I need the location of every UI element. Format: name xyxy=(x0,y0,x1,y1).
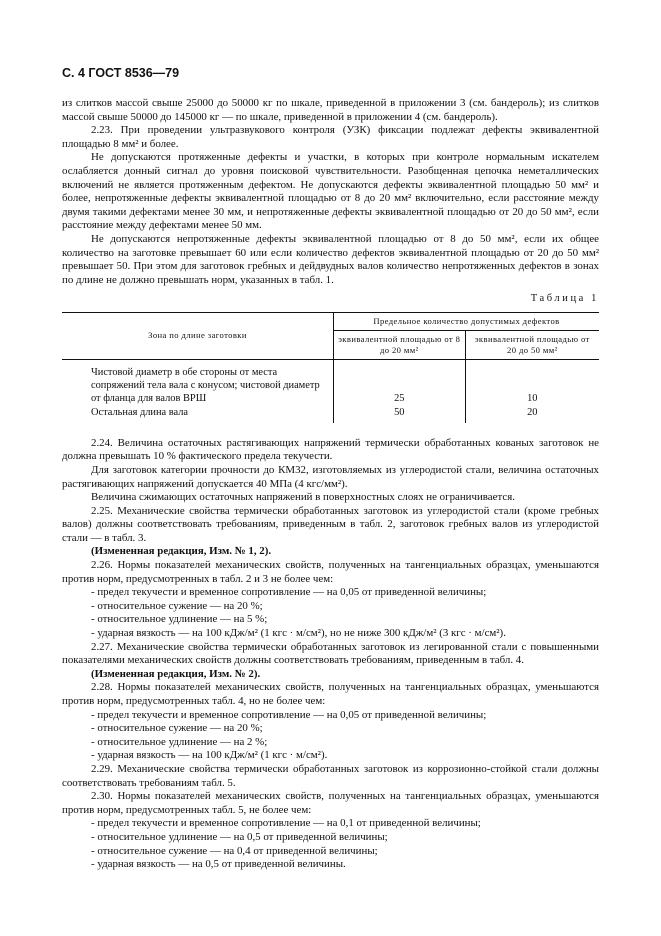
table-row xyxy=(62,359,599,405)
list-item: - относительное удлинение — на 5 %; xyxy=(91,613,268,626)
table-cell-zone: Чистовой диаметр в обе стороны от места сопряжений тела вала с конусом; чистовой диаметр от фланца для валов ВРШ xyxy=(91,366,320,405)
paragraph-2-30: 2.30. Нормы показателей механических свойств, полученных на тангенциальных образцах, уменьшаются против норм, предусмотренных табл. 5, не более чем: xyxy=(62,790,599,816)
table-header-col-b: эквивалентной площадью от 20 до 50 мм² xyxy=(465,330,599,359)
document-body xyxy=(62,97,599,872)
table-cell-a: 25 xyxy=(334,359,466,405)
table-cell-zone: Остальная длина вала xyxy=(91,406,189,418)
paragraph: Не допускаются протяженные дефекты и участки, в которых при контроле нормальным искателем ослабляется донный сигнал до уровня поисковой чувствительности. Разобщенная цепочка неметаллических включений не является протяженным дефектом. Не допускаются дефекты эквивалентной площадью 50 мм² и более, непротяженные дефекты эквивалентной площадью от 8 до 20 мм² включительно, если расстояние между двумя такими дефектами менее 30 мм, и непротяженные дефекты эквивалентной площадью от 20 до 50 мм², если расстояние между дефектами менее 50 мм. xyxy=(62,151,599,232)
table-1 xyxy=(62,312,599,423)
list-item: - относительное удлинение — на 2 %; xyxy=(91,735,268,748)
list-item: - относительное удлинение — на 0,5 от приведенной величины; xyxy=(91,830,388,843)
table-row xyxy=(62,406,599,423)
list-item: - ударная вязкость — на 0,5 от приведенной величины. xyxy=(91,858,346,871)
paragraph: Величина сжимающих остаточных напряжений в поверхностных слоях не ограничивается. xyxy=(91,491,515,504)
paragraph: Не допускаются непротяженные дефекты эквивалентной площадью от 8 до 50 мм², если их общее количество на заготовке превышает 60 или если количество дефектов эквивалентной площадью от 20 до 50 мм² превышает 50. При этом для заготовок гребных и дейдвудных валов количество непротяженных дефектов в зонах по длине не должно превышать норм, указанных в табл. 1. xyxy=(62,232,599,286)
table-1-caption: Таблица 1 xyxy=(530,293,599,305)
paragraph-2-28: 2.28. Нормы показателей механических свойств, полученных на тангенциальных образцах, уменьшаются против норм, предусмотренных табл. 4, но не более чем: xyxy=(62,681,599,707)
list-item: - относительное сужение — на 20 %; xyxy=(91,722,263,735)
table-cell-b: 20 xyxy=(527,406,538,418)
list-item: - ударная вязкость — на 100 кДж/м² (1 кгс · м/см²). xyxy=(91,749,328,762)
list-item: - ударная вязкость — на 100 кДж/м² (1 кгс · м/см²), но не ниже 300 кДж/м² (3 кгс · м/см²). xyxy=(91,627,506,640)
paragraph: из слитков массой свыше 25000 до 50000 кг по шкале, приведенной в приложении 3 (см. бандероль); из слитков массой свыше 50000 до 145000 кг — по шкале, приведенной в приложении 4 (см. бандероль). xyxy=(62,97,599,123)
paragraph-2-29: 2.29. Механические свойства термически обработанных заготовок из коррозионно-стойкой стали должны соответствовать требованиям табл. 5. xyxy=(62,762,599,789)
list-item: - относительное сужение — на 20 %; xyxy=(91,599,263,612)
list-item: - предел текучести и временное сопротивление — на 0,05 от приведенной величины; xyxy=(91,708,487,721)
paragraph-2-25: 2.25. Механические свойства термически обработанных заготовок из углеродистой стали (кроме гребных валов) должны соответствовать требованиям, приведенным в табл. 2, заготовок гребных валов из углеродистой стали — в табл. 3. xyxy=(62,504,599,544)
paragraph-2-24: 2.24. Величина остаточных растягивающих напряжений термически обработанных кованых заготовок не должна превышать 10 % фактического предела текучести. xyxy=(62,436,599,463)
table-cell-b: 10 xyxy=(527,393,538,405)
list-item: - предел текучести и временное сопротивление — на 0,05 от приведенной величины; xyxy=(91,586,487,599)
list-item: - предел текучести и временное сопротивление — на 0,1 от приведенной величины; xyxy=(91,817,481,830)
paragraph-2-27: 2.27. Механические свойства термически обработанных заготовок из легированной стали с повышенными показателями механических свойств должны соответствовать требованиям, приведенным в табл. 4. xyxy=(62,640,599,667)
table-header-group: Предельное количество допустимых дефектов xyxy=(334,312,600,330)
paragraph-2-26: 2.26. Нормы показателей механических свойств, полученных на тангенциальных образцах, уменьшаются против норм, предусмотренных в табл. 2 и 3 не более чем: xyxy=(62,559,599,585)
paragraph-2-23: 2.23. При проведении ультразвукового контроля (УЗК) фиксации подлежат дефекты эквивалентной площадью 8 мм² и более. xyxy=(62,124,599,150)
list-item: - относительное сужение — на 0,4 от приведенной величины; xyxy=(91,844,378,857)
paragraph: Для заготовок категории прочности до КМ32, изготовляемых из углеродистой стали, величина остаточных растягивающих напряжений допускается 40 МПа (4 кгс/мм²). xyxy=(62,463,599,490)
table-cell-a: 50 xyxy=(334,406,466,423)
amendment-note: (Измененная редакция, Изм. № 1, 2). xyxy=(91,545,272,558)
page-header: С. 4 ГОСТ 8536—79 xyxy=(62,66,180,80)
table-header-col-a: эквивалентной площадью от 8 до 20 мм² xyxy=(334,330,466,359)
amendment-note: (Измененная редакция, Изм. № 2). xyxy=(91,667,261,680)
table-header-zone: Зона по длине заготовки xyxy=(62,312,334,359)
